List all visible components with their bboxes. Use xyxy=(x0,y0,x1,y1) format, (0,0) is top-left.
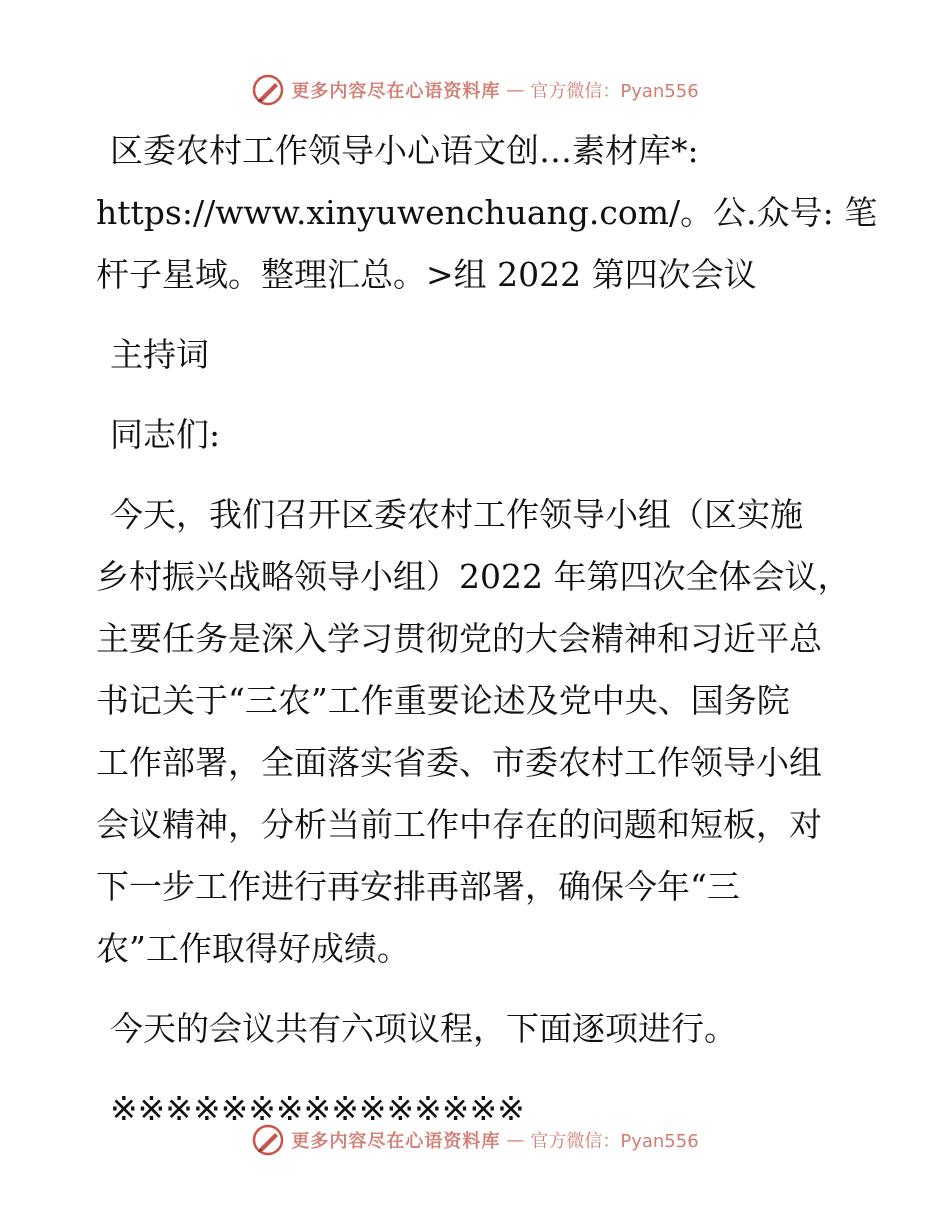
body-line-1: 今天，我们召开区委农村工作领导小组（区实施 xyxy=(110,495,803,534)
banner-wechat-text: 官方微信：Pyan556 xyxy=(530,81,699,102)
banner-brand-text: 更多内容尽在心语资料库 xyxy=(291,81,501,102)
footer-dash: — xyxy=(506,1129,525,1151)
footer-brand-text: 更多内容尽在心语资料库 xyxy=(291,1131,501,1152)
body-line-4: 书记关于“三农”工作重要论述及党中央、国务院 xyxy=(96,681,790,720)
pen-logo-icon xyxy=(251,73,285,107)
body-line-8: 农”工作取得好成绩。 xyxy=(96,929,410,968)
title-line-3: 杆子星域。整理汇总。>组 2022 第四次会议 xyxy=(96,255,757,294)
separator-line: ※※※※※※※※※※※※※※※ xyxy=(110,1089,525,1128)
header-banner xyxy=(0,70,950,110)
document-body xyxy=(96,120,878,1140)
banner-dash: — xyxy=(506,79,525,101)
body-line-5: 工作部署，全面落实省委、市委农村工作领导小组 xyxy=(96,743,822,782)
agenda-line: 今天的会议共有六项议程，下面逐项进行。 xyxy=(110,1009,737,1048)
pen-logo-icon xyxy=(251,1123,285,1157)
title-line-2: https://www.xinyuwenchuang.com/。公.众号: 笔 xyxy=(96,193,878,232)
footer-wechat-text: 官方微信：Pyan556 xyxy=(530,1131,699,1152)
body-line-7: 下一步工作进行再安排再部署，确保今年“三 xyxy=(96,867,740,906)
footer-banner xyxy=(0,1120,950,1160)
body-line-6: 会议精神，分析当前工作中存在的问题和短板，对 xyxy=(96,805,822,844)
subtitle: 主持词 xyxy=(110,335,209,374)
salutation: 同志们: xyxy=(110,415,221,454)
body-line-3: 主要任务是深入学习贯彻党的大会精神和习近平总 xyxy=(96,619,822,658)
body-line-2: 乡村振兴战略领导小组）2022 年第四次全体会议， xyxy=(96,557,851,596)
title-line-1: 区委农村工作领导小心语文创…素材库*: xyxy=(110,131,699,170)
